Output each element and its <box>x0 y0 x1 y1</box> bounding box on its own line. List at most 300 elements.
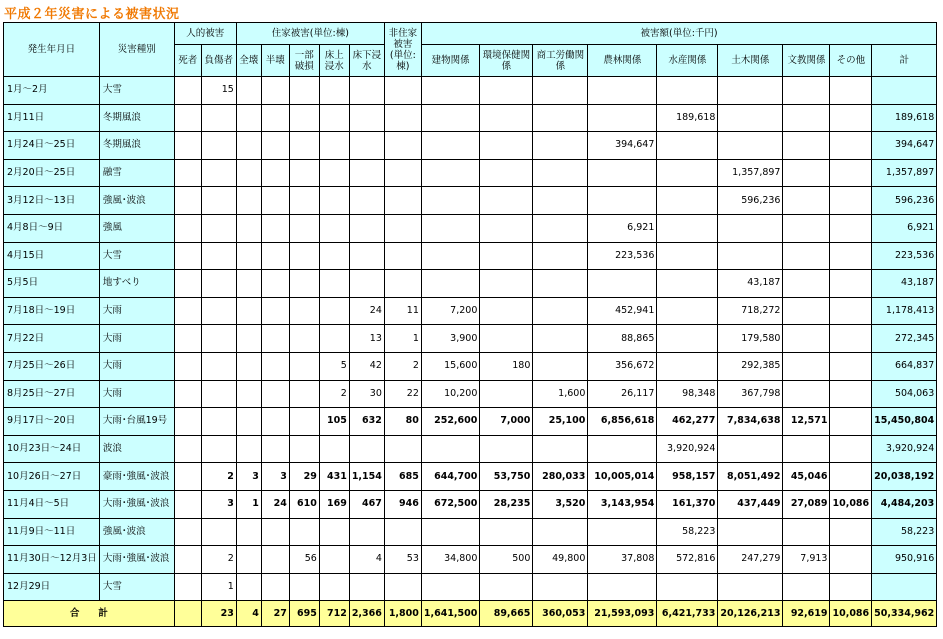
cell <box>830 242 872 270</box>
row-type: 大雪 <box>99 573 174 601</box>
cell <box>384 270 421 298</box>
row-date: 10月26日～27日 <box>4 463 100 491</box>
cell: 45,046 <box>783 463 830 491</box>
cell <box>533 325 588 353</box>
row-type: 大雨･強風･波浪 <box>99 546 174 574</box>
cell <box>830 352 872 380</box>
row-type: 大雨 <box>99 352 174 380</box>
subheader: 全壊 <box>236 45 261 77</box>
cell: 12,571 <box>783 408 830 436</box>
cell <box>174 573 201 601</box>
cell <box>783 352 830 380</box>
cell: 42 <box>349 352 384 380</box>
cell <box>480 297 533 325</box>
table-row <box>4 214 937 242</box>
cell: 7,834,638 <box>718 408 783 436</box>
total-cell <box>174 601 201 627</box>
row-date: 4月8日～9日 <box>4 214 100 242</box>
cell: 161,370 <box>657 490 718 518</box>
table-row <box>4 435 937 463</box>
cell <box>783 270 830 298</box>
cell <box>261 546 289 574</box>
cell <box>236 325 261 353</box>
cell <box>657 297 718 325</box>
page-title: 平成２年災害による被害状況 <box>4 7 180 22</box>
cell <box>480 380 533 408</box>
total-cell: 6,421,733 <box>657 601 718 627</box>
cell <box>533 352 588 380</box>
cell <box>533 297 588 325</box>
cell: 431 <box>319 463 349 491</box>
row-date: 10月23日～24日 <box>4 435 100 463</box>
cell <box>201 408 236 436</box>
cell <box>384 518 421 546</box>
cell <box>384 187 421 215</box>
header-nonhouse: 非住家被害(単位:棟) <box>384 23 421 77</box>
total-cell: 20,126,213 <box>718 601 783 627</box>
cell <box>783 132 830 160</box>
cell <box>236 187 261 215</box>
subheader: 文教関係 <box>783 45 830 77</box>
row-date: 11月4日～5日 <box>4 490 100 518</box>
cell: 43,187 <box>872 270 937 298</box>
cell <box>289 408 319 436</box>
cell: 11 <box>384 297 421 325</box>
cell: 30 <box>349 380 384 408</box>
cell <box>236 380 261 408</box>
cell <box>783 77 830 105</box>
row-type: 大雨 <box>99 325 174 353</box>
cell: 20,038,192 <box>872 463 937 491</box>
total-cell: 1,641,500 <box>421 601 480 627</box>
subheader: 負傷者 <box>201 45 236 77</box>
cell: 292,385 <box>718 352 783 380</box>
cell <box>319 270 349 298</box>
total-cell: 695 <box>289 601 319 627</box>
row-date: 7月25日～26日 <box>4 352 100 380</box>
table-row <box>4 132 937 160</box>
cell <box>174 352 201 380</box>
row-date: 2月20日～25日 <box>4 159 100 187</box>
total-cell: 10,086 <box>830 601 872 627</box>
cell <box>261 132 289 160</box>
cell <box>480 573 533 601</box>
cell: 15,600 <box>421 352 480 380</box>
total-cell: 23 <box>201 601 236 627</box>
row-type: 強風･波浪 <box>99 187 174 215</box>
cell <box>830 159 872 187</box>
row-date: 1月11日 <box>4 104 100 132</box>
cell <box>783 518 830 546</box>
cell <box>319 214 349 242</box>
cell <box>261 573 289 601</box>
cell <box>421 132 480 160</box>
cell <box>236 408 261 436</box>
row-type: 冬期風浪 <box>99 104 174 132</box>
cell <box>289 518 319 546</box>
cell <box>421 159 480 187</box>
cell <box>349 242 384 270</box>
cell <box>174 297 201 325</box>
cell: 1,154 <box>349 463 384 491</box>
cell: 10,005,014 <box>588 463 657 491</box>
cell: 105 <box>319 408 349 436</box>
cell <box>319 132 349 160</box>
cell: 2 <box>384 352 421 380</box>
cell <box>384 104 421 132</box>
cell <box>236 132 261 160</box>
table-row <box>4 352 937 380</box>
cell <box>588 270 657 298</box>
total-cell: 4 <box>236 601 261 627</box>
cell: 500 <box>480 546 533 574</box>
cell <box>261 214 289 242</box>
row-date: 5月5日 <box>4 270 100 298</box>
subheader: 農林関係 <box>588 45 657 77</box>
subheader: 土木関係 <box>718 45 783 77</box>
cell <box>480 242 533 270</box>
cell <box>261 270 289 298</box>
cell: 3,520 <box>533 490 588 518</box>
cell <box>201 325 236 353</box>
cell: 24 <box>349 297 384 325</box>
cell: 58,223 <box>657 518 718 546</box>
cell: 3 <box>236 463 261 491</box>
cell: 49,800 <box>533 546 588 574</box>
cell <box>480 325 533 353</box>
cell <box>289 435 319 463</box>
cell: 6,856,618 <box>588 408 657 436</box>
cell: 88,865 <box>588 325 657 353</box>
cell <box>480 435 533 463</box>
cell <box>174 463 201 491</box>
cell <box>174 132 201 160</box>
cell <box>421 435 480 463</box>
cell: 252,600 <box>421 408 480 436</box>
cell <box>480 270 533 298</box>
cell <box>783 297 830 325</box>
cell <box>783 104 830 132</box>
table-row <box>4 380 937 408</box>
cell <box>261 104 289 132</box>
cell: 189,618 <box>872 104 937 132</box>
subheader: 環境保健関係 <box>480 45 533 77</box>
cell <box>289 104 319 132</box>
table-row <box>4 77 937 105</box>
cell <box>830 77 872 105</box>
damage-table <box>3 22 937 627</box>
cell <box>319 573 349 601</box>
cell <box>174 435 201 463</box>
cell: 4,484,203 <box>872 490 937 518</box>
cell <box>201 435 236 463</box>
cell: 3,920,924 <box>872 435 937 463</box>
cell <box>872 573 937 601</box>
cell <box>657 187 718 215</box>
cell <box>289 132 319 160</box>
cell <box>319 518 349 546</box>
cell: 462,277 <box>657 408 718 436</box>
cell <box>261 435 289 463</box>
cell: 3 <box>201 490 236 518</box>
cell: 394,647 <box>588 132 657 160</box>
cell <box>830 297 872 325</box>
cell <box>480 104 533 132</box>
cell <box>384 77 421 105</box>
cell: 15,450,804 <box>872 408 937 436</box>
cell <box>830 104 872 132</box>
cell <box>718 435 783 463</box>
table-row <box>4 104 937 132</box>
cell: 24 <box>261 490 289 518</box>
cell <box>830 463 872 491</box>
cell <box>718 132 783 160</box>
cell <box>384 242 421 270</box>
row-type: 大雨 <box>99 297 174 325</box>
cell <box>261 408 289 436</box>
cell <box>384 573 421 601</box>
cell <box>349 214 384 242</box>
cell <box>261 325 289 353</box>
cell <box>783 380 830 408</box>
cell <box>349 132 384 160</box>
cell: 1,600 <box>533 380 588 408</box>
cell: 2 <box>201 546 236 574</box>
subheader: その他 <box>830 45 872 77</box>
row-type: 波浪 <box>99 435 174 463</box>
subheader: 商工労働関係 <box>533 45 588 77</box>
cell <box>533 214 588 242</box>
cell <box>201 352 236 380</box>
cell <box>533 270 588 298</box>
cell: 1,357,897 <box>872 159 937 187</box>
subheader: 計 <box>872 45 937 77</box>
total-cell: 92,619 <box>783 601 830 627</box>
cell <box>236 297 261 325</box>
cell <box>588 518 657 546</box>
cell: 6,921 <box>872 214 937 242</box>
cell: 572,816 <box>657 546 718 574</box>
cell: 718,272 <box>718 297 783 325</box>
cell <box>718 77 783 105</box>
cell <box>201 518 236 546</box>
table-row <box>4 573 937 601</box>
cell: 958,157 <box>657 463 718 491</box>
row-type: 融雪 <box>99 159 174 187</box>
cell: 2 <box>201 463 236 491</box>
row-date: 8月25日～27日 <box>4 380 100 408</box>
cell <box>533 104 588 132</box>
table-row <box>4 187 937 215</box>
subheader: 床下浸水 <box>349 45 384 77</box>
cell: 53,750 <box>480 463 533 491</box>
cell: 180 <box>480 352 533 380</box>
row-date: 11月30日～12月3日 <box>4 546 100 574</box>
cell: 280,033 <box>533 463 588 491</box>
cell <box>830 408 872 436</box>
cell <box>830 325 872 353</box>
cell <box>236 214 261 242</box>
cell: 610 <box>289 490 319 518</box>
cell <box>289 325 319 353</box>
cell <box>174 490 201 518</box>
cell: 179,580 <box>718 325 783 353</box>
cell <box>480 187 533 215</box>
cell: 10,200 <box>421 380 480 408</box>
cell <box>830 546 872 574</box>
header-house: 住家被害(単位:棟) <box>236 23 384 45</box>
cell <box>588 435 657 463</box>
cell <box>201 214 236 242</box>
cell <box>421 242 480 270</box>
cell: 644,700 <box>421 463 480 491</box>
cell: 43,187 <box>718 270 783 298</box>
cell <box>830 435 872 463</box>
row-type: 大雪 <box>99 77 174 105</box>
cell <box>201 132 236 160</box>
cell <box>201 297 236 325</box>
cell: 169 <box>319 490 349 518</box>
cell: 7,200 <box>421 297 480 325</box>
cell <box>201 187 236 215</box>
cell <box>174 187 201 215</box>
cell: 596,236 <box>872 187 937 215</box>
cell <box>480 518 533 546</box>
cell: 7,913 <box>783 546 830 574</box>
cell <box>830 518 872 546</box>
cell: 247,279 <box>718 546 783 574</box>
cell: 189,618 <box>657 104 718 132</box>
cell <box>480 77 533 105</box>
cell <box>261 297 289 325</box>
table-row <box>4 408 937 436</box>
cell <box>236 435 261 463</box>
cell: 22 <box>384 380 421 408</box>
cell: 272,345 <box>872 325 937 353</box>
cell <box>421 214 480 242</box>
row-type: 地すべり <box>99 270 174 298</box>
table-row <box>4 490 937 518</box>
cell <box>533 435 588 463</box>
cell: 28,235 <box>480 490 533 518</box>
row-type: 冬期風浪 <box>99 132 174 160</box>
cell <box>236 518 261 546</box>
cell <box>349 573 384 601</box>
cell <box>236 546 261 574</box>
cell <box>289 187 319 215</box>
cell: 56 <box>289 546 319 574</box>
cell: 632 <box>349 408 384 436</box>
cell <box>588 573 657 601</box>
row-type: 大雪 <box>99 242 174 270</box>
cell <box>718 518 783 546</box>
cell: 1 <box>201 573 236 601</box>
cell <box>289 380 319 408</box>
subheader: 半壊 <box>261 45 289 77</box>
cell: 2 <box>319 380 349 408</box>
cell: 685 <box>384 463 421 491</box>
row-date: 7月22日 <box>4 325 100 353</box>
cell <box>319 77 349 105</box>
cell: 672,500 <box>421 490 480 518</box>
cell <box>384 435 421 463</box>
cell: 367,798 <box>718 380 783 408</box>
cell <box>289 297 319 325</box>
cell <box>657 573 718 601</box>
cell <box>533 77 588 105</box>
cell: 15 <box>201 77 236 105</box>
cell <box>289 242 319 270</box>
cell: 29 <box>289 463 319 491</box>
cell <box>480 159 533 187</box>
cell <box>319 242 349 270</box>
cell <box>349 159 384 187</box>
cell <box>261 242 289 270</box>
cell: 356,672 <box>588 352 657 380</box>
cell <box>289 352 319 380</box>
cell <box>718 214 783 242</box>
cell: 6,921 <box>588 214 657 242</box>
cell: 4 <box>349 546 384 574</box>
cell <box>783 435 830 463</box>
row-type: 強風 <box>99 214 174 242</box>
row-date: 12月29日 <box>4 573 100 601</box>
cell <box>588 159 657 187</box>
header-type: 災害種別 <box>99 23 174 77</box>
cell <box>830 187 872 215</box>
cell: 223,536 <box>872 242 937 270</box>
cell <box>872 77 937 105</box>
cell <box>830 270 872 298</box>
cell <box>657 242 718 270</box>
row-type: 豪雨･強風･波浪 <box>99 463 174 491</box>
cell <box>384 214 421 242</box>
cell: 34,800 <box>421 546 480 574</box>
cell: 37,808 <box>588 546 657 574</box>
cell <box>174 159 201 187</box>
cell <box>319 187 349 215</box>
total-cell: 2,366 <box>349 601 384 627</box>
cell <box>783 325 830 353</box>
cell <box>319 325 349 353</box>
cell: 98,348 <box>657 380 718 408</box>
cell <box>261 159 289 187</box>
cell <box>657 159 718 187</box>
total-row <box>4 601 937 627</box>
cell <box>289 573 319 601</box>
total-cell: 712 <box>319 601 349 627</box>
cell: 25,100 <box>533 408 588 436</box>
cell: 26,117 <box>588 380 657 408</box>
cell <box>657 325 718 353</box>
cell <box>174 242 201 270</box>
cell <box>533 132 588 160</box>
cell <box>384 159 421 187</box>
cell <box>174 408 201 436</box>
total-label: 合 計 <box>4 601 175 627</box>
cell <box>657 77 718 105</box>
cell <box>421 104 480 132</box>
cell <box>174 325 201 353</box>
cell <box>421 77 480 105</box>
cell <box>174 104 201 132</box>
table-row <box>4 297 937 325</box>
cell: 1,357,897 <box>718 159 783 187</box>
cell <box>236 104 261 132</box>
cell <box>349 518 384 546</box>
row-date: 9月17日～20日 <box>4 408 100 436</box>
cell: 467 <box>349 490 384 518</box>
